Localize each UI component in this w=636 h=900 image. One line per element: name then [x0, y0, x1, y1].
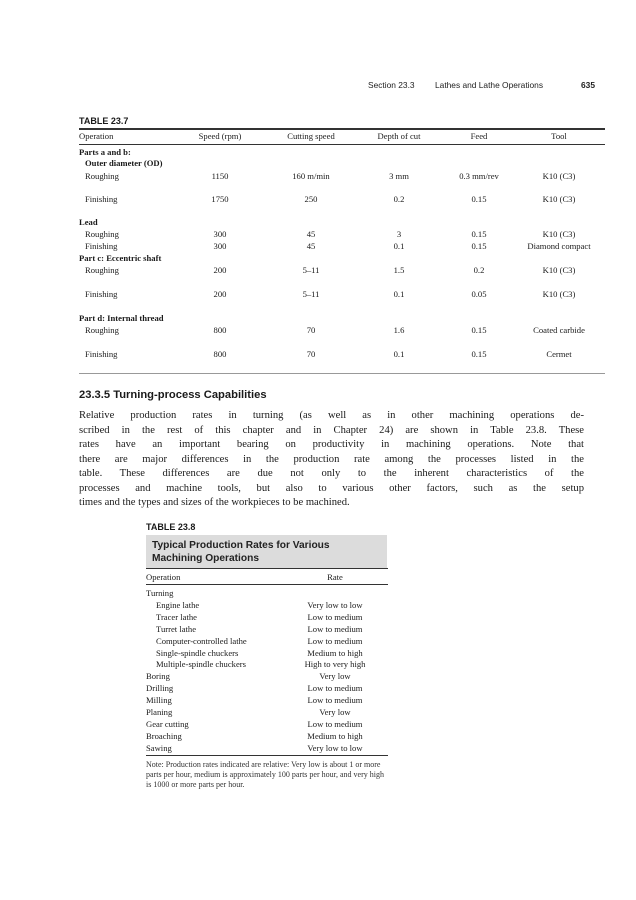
table-23-7-header-rule [79, 144, 605, 145]
table-23-8-note: Note: Production rates indicated are relative: Very low is about 1 or more parts per hour, medium is approximately 100 parts per hour, and very high is 1000 or more parts per hour. [146, 760, 384, 790]
cell-speed: 800 [213, 325, 227, 335]
cell-rate: Low to medium [307, 611, 363, 622]
table-23-7-top-rule [79, 128, 605, 130]
cell-depth: 0.1 [393, 289, 405, 299]
cell-operation: Finishing [85, 241, 118, 251]
cell-operation: Single-spindle chuckers [156, 647, 239, 658]
table-23-7-label: TABLE 23.7 [79, 116, 129, 126]
cell-operation: Roughing [85, 265, 119, 275]
cell-operation: Roughing [85, 171, 119, 181]
cell-speed: 1150 [211, 171, 229, 181]
table-23-8-title: Typical Production Rates for Various Machining Operations [152, 540, 330, 564]
cell-depth: 0.1 [393, 349, 405, 359]
cell-tool: Cermet [546, 349, 572, 359]
cell-operation: Roughing [85, 325, 119, 335]
col-header-tool: Tool [551, 131, 567, 141]
cell-speed: 1750 [211, 194, 229, 204]
cell-rate: Very low to low [307, 742, 363, 753]
cell-depth: 3 mm [389, 171, 409, 181]
cell-rate: Very low to low [307, 599, 363, 610]
cell-cutting-speed: 5–11 [302, 265, 320, 275]
cell-feed: 0.2 [473, 265, 485, 275]
table-23-8-bottom-rule [146, 755, 388, 756]
group-heading: Parts a and b: [79, 147, 131, 157]
cell-feed: 0.15 [471, 241, 487, 251]
table-23-8-header-rule [146, 584, 388, 585]
paragraph-line: processes and machine tools, but also to various other factors, such as the setup [79, 482, 584, 494]
paragraph-line: scribed in the rest of this chapter and in Chapter 24) are shown in Table 23.8. These [79, 424, 584, 436]
cell-tool: K10 (C3) [542, 171, 576, 181]
col-header-feed: Feed [470, 131, 488, 141]
cell-rate: Medium to high [307, 647, 363, 658]
paragraph-line: Relative production rates in turning (as well as in other machining operations de- [79, 410, 584, 421]
cell-operation: Tracer lathe [156, 611, 197, 622]
cell-tool: K10 (C3) [542, 194, 576, 204]
cell-operation: Boring [146, 671, 170, 682]
section-paragraph [79, 409, 584, 511]
cell-operation: Multiple-spindle chuckers [156, 659, 246, 670]
cell-speed: 800 [213, 349, 227, 359]
table-23-8-top-rule [146, 568, 388, 569]
cell-cutting-speed: 160 m/min [292, 171, 330, 181]
cell-rate: Low to medium [307, 718, 363, 729]
cell-tool: Coated carbide [533, 325, 585, 335]
cell-rate: Low to medium [307, 683, 363, 694]
col-header-operation: Operation [79, 131, 114, 141]
cell-speed: 200 [213, 265, 227, 275]
cell-operation: Roughing [85, 229, 119, 239]
col-header-operation: Operation [146, 572, 181, 582]
cell-operation: Finishing [85, 194, 118, 204]
cell-feed: 0.15 [471, 194, 487, 204]
col-header-cutting-speed: Cutting speed [287, 131, 335, 141]
section-heading: 23.3.5 Turning-process Capabilities [79, 389, 267, 401]
paragraph-line: rates have an important bearing on productivity in machining operations. Note that [79, 439, 584, 450]
cell-rate: Medium to high [307, 730, 363, 741]
cell-depth: 0.2 [393, 194, 405, 204]
cell-depth: 1.6 [393, 325, 405, 335]
group-heading: Part c: Eccentric shaft [79, 253, 162, 263]
cell-rate: Very low [319, 707, 351, 717]
cell-depth: 0.1 [393, 241, 405, 251]
cell-tool: Diamond compact [527, 241, 591, 251]
cell-operation: Broaching [146, 730, 182, 741]
cell-depth: 3 [396, 229, 402, 239]
cell-speed: 200 [213, 289, 227, 299]
cell-feed: 0.15 [471, 229, 487, 239]
cell-speed: 300 [213, 229, 227, 239]
cell-operation: Turning [146, 588, 174, 598]
cell-feed: 0.05 [471, 289, 487, 299]
paragraph-line: times and the types and sizes of the workpieces to be machined. [79, 497, 350, 508]
cell-operation: Turret lathe [156, 623, 197, 634]
cell-rate: Low to medium [307, 695, 363, 706]
table-23-8-title-band [146, 535, 387, 568]
cell-cutting-speed: 70 [306, 349, 316, 359]
paragraph-line: there are major differences in the production rate among the processes listed in the [79, 453, 584, 465]
cell-operation: Sawing [146, 742, 172, 753]
cell-cutting-speed: 45 [306, 241, 316, 251]
cell-tool: K10 (C3) [542, 289, 576, 299]
cell-rate: High to very high [304, 659, 366, 670]
cell-rate: Low to medium [307, 623, 363, 634]
col-header-rate: Rate [327, 572, 343, 582]
cell-depth: 1.5 [393, 265, 405, 275]
group-heading: Part d: Internal thread [79, 313, 164, 323]
page-number: 635 [581, 80, 595, 90]
cell-feed: 0.3 mm/rev [459, 171, 499, 181]
group-heading: Lead [79, 217, 98, 227]
cell-cutting-speed: 5–11 [302, 289, 320, 299]
cell-cutting-speed: 250 [304, 194, 318, 204]
cell-speed: 300 [213, 241, 227, 251]
cell-cutting-speed: 45 [306, 229, 316, 239]
table-23-7-bottom-rule [79, 373, 605, 374]
cell-operation: Gear cutting [146, 718, 189, 729]
cell-operation: Finishing [85, 349, 118, 359]
cell-operation: Engine lathe [156, 599, 200, 610]
header-section: Section 23.3 [368, 80, 415, 90]
cell-rate: Low to medium [307, 635, 363, 646]
cell-rate: Very low [319, 671, 351, 682]
cell-operation: Computer-controlled lathe [156, 635, 247, 646]
cell-tool: K10 (C3) [542, 229, 576, 239]
cell-operation: Milling [146, 695, 172, 706]
group-heading: Outer diameter (OD) [85, 158, 163, 168]
table-23-8-label: TABLE 23.8 [146, 522, 196, 532]
cell-operation: Planing [146, 707, 173, 717]
cell-feed: 0.15 [471, 349, 487, 359]
cell-tool: K10 (C3) [542, 265, 576, 275]
cell-operation: Drilling [146, 683, 174, 694]
header-title: Lathes and Lathe Operations [435, 80, 544, 90]
col-header-depth: Depth of cut [377, 131, 421, 141]
col-header-speed: Speed (rpm) [198, 131, 242, 141]
cell-feed: 0.15 [471, 325, 487, 335]
paragraph-line: table. These differences are due not only to the inherent characteristics of the [79, 468, 584, 479]
cell-cutting-speed: 70 [306, 325, 316, 335]
cell-operation: Finishing [85, 289, 118, 299]
